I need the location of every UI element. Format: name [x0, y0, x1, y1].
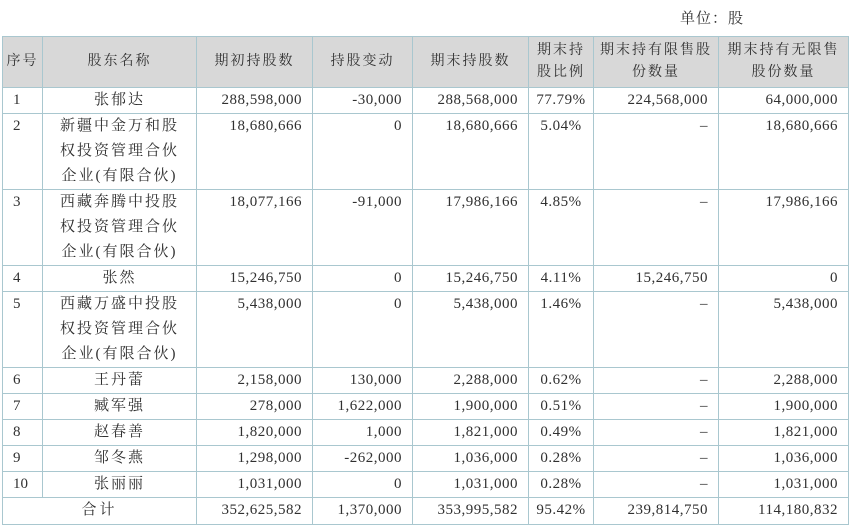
cell-begin-shares: 1,031,000 — [197, 472, 313, 498]
cell-end-shares: 1,036,000 — [413, 446, 529, 472]
cell-begin-shares: 18,077,166 — [197, 190, 313, 266]
table-row — [3, 394, 849, 420]
cell-shareholder: 新疆中金万和股权投资管理合伙企业(有限合伙) — [43, 114, 197, 190]
cell-shareholder: 邹冬燕 — [43, 446, 197, 472]
cell-shareholder: 张然 — [43, 266, 197, 292]
cell-restricted: – — [594, 368, 719, 394]
cell-serial: 3 — [3, 190, 43, 266]
cell-share-change: 0 — [313, 266, 413, 292]
cell-unrestricted: 64,000,000 — [719, 88, 849, 114]
table-header-row — [3, 37, 849, 88]
shareholder-holdings-table — [2, 36, 849, 525]
cell-shareholder: 赵春善 — [43, 420, 197, 446]
col-header-share-change: 持股变动 — [313, 37, 413, 88]
cell-serial: 10 — [3, 472, 43, 498]
cell-unrestricted: 1,031,000 — [719, 472, 849, 498]
table-row — [3, 420, 849, 446]
col-header-shareholder-name: 股东名称 — [43, 37, 197, 88]
cell-begin-shares: 1,820,000 — [197, 420, 313, 446]
cell-restricted: – — [594, 446, 719, 472]
cell-begin-shares: 278,000 — [197, 394, 313, 420]
cell-unrestricted: 1,821,000 — [719, 420, 849, 446]
cell-end-shares: 15,246,750 — [413, 266, 529, 292]
cell-end-shares: 17,986,166 — [413, 190, 529, 266]
cell-restricted: 15,246,750 — [594, 266, 719, 292]
col-header-end-ratio: 期末持股比例 — [529, 37, 594, 88]
table-row — [3, 446, 849, 472]
cell-unrestricted: 17,986,166 — [719, 190, 849, 266]
cell-end-ratio: 5.04% — [529, 114, 594, 190]
cell-serial: 7 — [3, 394, 43, 420]
cell-restricted: – — [594, 190, 719, 266]
cell-restricted: – — [594, 292, 719, 368]
cell-share-change: -91,000 — [313, 190, 413, 266]
cell-end-shares: 1,031,000 — [413, 472, 529, 498]
cell-restricted: – — [594, 114, 719, 190]
cell-unrestricted: 1,036,000 — [719, 446, 849, 472]
col-header-begin-shares: 期初持股数 — [197, 37, 313, 88]
cell-serial: 4 — [3, 266, 43, 292]
cell-serial: 9 — [3, 446, 43, 472]
cell-unrestricted: 0 — [719, 266, 849, 292]
cell-restricted: – — [594, 420, 719, 446]
cell-share-change: 0 — [313, 292, 413, 368]
cell-unrestricted: 5,438,000 — [719, 292, 849, 368]
cell-share-change: 130,000 — [313, 368, 413, 394]
cell-shareholder: 张郁达 — [43, 88, 197, 114]
cell-end-shares: 2,288,000 — [413, 368, 529, 394]
cell-unrestricted: 18,680,666 — [719, 114, 849, 190]
cell-begin-shares: 15,246,750 — [197, 266, 313, 292]
cell-shareholder: 张丽丽 — [43, 472, 197, 498]
cell-share-change: -262,000 — [313, 446, 413, 472]
cell-end-shares: 1,821,000 — [413, 420, 529, 446]
cell-end-shares: 288,568,000 — [413, 88, 529, 114]
cell-share-change: 1,000 — [313, 420, 413, 446]
table-row — [3, 368, 849, 394]
cell-begin-shares: 5,438,000 — [197, 292, 313, 368]
cell-end-shares: 18,680,666 — [413, 114, 529, 190]
cell-end-shares: 1,900,000 — [413, 394, 529, 420]
total-row — [3, 498, 849, 525]
cell-restricted: 224,568,000 — [594, 88, 719, 114]
cell-total-unrestricted: 114,180,832 — [719, 498, 849, 525]
cell-serial: 2 — [3, 114, 43, 190]
cell-total-label: 合计 — [3, 498, 197, 525]
cell-share-change: 0 — [313, 472, 413, 498]
cell-end-ratio: 4.11% — [529, 266, 594, 292]
col-header-serial: 序号 — [3, 37, 43, 88]
cell-share-change: 0 — [313, 114, 413, 190]
cell-end-ratio: 0.62% — [529, 368, 594, 394]
cell-restricted: – — [594, 472, 719, 498]
cell-total-share-change: 1,370,000 — [313, 498, 413, 525]
table-row — [3, 292, 849, 368]
cell-end-ratio: 77.79% — [529, 88, 594, 114]
cell-serial: 6 — [3, 368, 43, 394]
cell-shareholder: 西藏万盛中投股权投资管理合伙企业(有限合伙) — [43, 292, 197, 368]
cell-shareholder: 西藏奔腾中投股权投资管理合伙企业(有限合伙) — [43, 190, 197, 266]
table-row — [3, 114, 849, 190]
cell-begin-shares: 288,598,000 — [197, 88, 313, 114]
cell-end-ratio: 0.28% — [529, 472, 594, 498]
cell-end-ratio: 0.49% — [529, 420, 594, 446]
cell-total-end-ratio: 95.42% — [529, 498, 594, 525]
cell-unrestricted: 2,288,000 — [719, 368, 849, 394]
cell-end-ratio: 1.46% — [529, 292, 594, 368]
cell-end-ratio: 4.85% — [529, 190, 594, 266]
cell-restricted: – — [594, 394, 719, 420]
col-header-end-shares: 期末持股数 — [413, 37, 529, 88]
cell-begin-shares: 18,680,666 — [197, 114, 313, 190]
table-row — [3, 266, 849, 292]
col-header-unrestricted-shares: 期末持有无限售股份数量 — [719, 37, 849, 88]
cell-end-ratio: 0.51% — [529, 394, 594, 420]
cell-total-begin-shares: 352,625,582 — [197, 498, 313, 525]
col-header-restricted-shares: 期末持有限售股份数量 — [594, 37, 719, 88]
cell-serial: 1 — [3, 88, 43, 114]
table-row — [3, 190, 849, 266]
cell-shareholder: 王丹蕾 — [43, 368, 197, 394]
cell-serial: 8 — [3, 420, 43, 446]
cell-unrestricted: 1,900,000 — [719, 394, 849, 420]
cell-begin-shares: 1,298,000 — [197, 446, 313, 472]
table-row — [3, 472, 849, 498]
cell-total-end-shares: 353,995,582 — [413, 498, 529, 525]
table-row — [3, 88, 849, 114]
cell-begin-shares: 2,158,000 — [197, 368, 313, 394]
cell-serial: 5 — [3, 292, 43, 368]
cell-end-ratio: 0.28% — [529, 446, 594, 472]
cell-end-shares: 5,438,000 — [413, 292, 529, 368]
cell-total-restricted: 239,814,750 — [594, 498, 719, 525]
cell-share-change: 1,622,000 — [313, 394, 413, 420]
cell-share-change: -30,000 — [313, 88, 413, 114]
unit-label: 单位：股 — [679, 11, 744, 27]
cell-shareholder: 臧军强 — [43, 394, 197, 420]
